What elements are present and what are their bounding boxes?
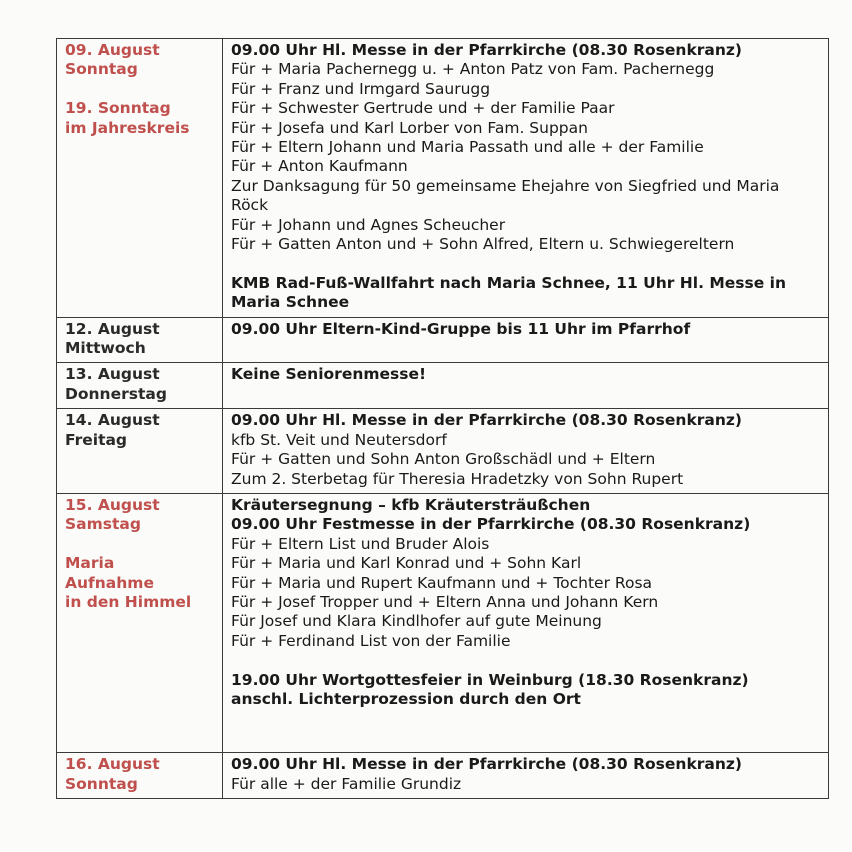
- mass-intention: Für + Franz und Irmgard Saurugg: [231, 79, 491, 98]
- mass-intention: Für + Ferdinand List von der Familie: [231, 631, 511, 650]
- mass-intention: Für + Josefa und Karl Lorber von Fam. Suppan: [231, 118, 588, 137]
- event-heading: Keine Seniorenmesse!: [231, 365, 427, 384]
- mass-intention: Für + Eltern Johann und Maria Passath und alle + der Familie: [231, 138, 704, 157]
- parish-schedule-table: [56, 38, 829, 799]
- spacer: [231, 385, 820, 404]
- mass-intention: kfb St. Veit und Neutersdorf: [231, 430, 447, 449]
- content-cell: [223, 317, 829, 363]
- mass-intention: Für + Josef Tropper und + Eltern Anna und Johann Kern: [231, 592, 659, 611]
- mass-intention: Für + Maria und Karl Konrad und + Sohn Karl: [231, 554, 582, 573]
- mass-intention: Für + Maria Pachernegg u. + Anton Patz von Fam. Pachernegg: [231, 60, 715, 79]
- event-heading: Kräutersegnung – kfb Kräutersträußchen: [231, 495, 591, 514]
- event-heading: KMB Rad-Fuß-Wallfahrt nach Maria Schnee, 11 Uhr Hl. Messe in: [231, 273, 787, 292]
- mass-intention: Für + Anton Kaufmann: [231, 157, 408, 176]
- entry-weekday: Sonntag: [65, 60, 138, 79]
- spacer: [65, 535, 214, 554]
- entry-date: 14. August: [65, 411, 160, 430]
- spacer: [231, 729, 820, 748]
- schedule-row: [57, 39, 829, 318]
- schedule-row: [57, 317, 829, 363]
- event-heading: 09.00 Uhr Festmesse in der Pfarrkirche (08.30 Rosenkranz): [231, 515, 751, 534]
- event-heading: 19.00 Uhr Wortgottesfeier in Weinburg (18.30 Rosenkranz): [231, 670, 749, 689]
- event-heading: Maria Schnee: [231, 293, 350, 312]
- schedule-row: [57, 363, 829, 409]
- mass-intention: Zum 2. Sterbetag für Theresia Hradetzky von Sohn Rupert: [231, 469, 684, 488]
- mass-intention: Für + Schwester Gertrude und + der Familie Paar: [231, 99, 615, 118]
- schedule-row: [57, 493, 829, 752]
- spacer: [231, 709, 820, 728]
- feast-label: Maria: [65, 554, 115, 573]
- content-cell: [223, 409, 829, 494]
- content-cell: [223, 39, 829, 318]
- mass-intention: Zur Danksagung für 50 gemeinsame Ehejahre von Siegfried und Maria: [231, 176, 780, 195]
- entry-weekday: Mittwoch: [65, 339, 146, 358]
- content-cell: [223, 493, 829, 752]
- content-cell: [223, 753, 829, 799]
- date-cell: [57, 493, 223, 752]
- spacer: [231, 339, 820, 358]
- mass-intention: Für + Gatten Anton und + Sohn Alfred, Eltern u. Schwiegereltern: [231, 235, 735, 254]
- feast-label: Aufnahme: [65, 573, 154, 592]
- mass-intention: Für alle + der Familie Grundiz: [231, 774, 462, 793]
- mass-intention: Für + Gatten und Sohn Anton Großschädl und + Eltern: [231, 450, 656, 469]
- event-heading: anschl. Lichterprozession durch den Ort: [231, 689, 581, 708]
- date-cell: [57, 363, 223, 409]
- mass-intention: Für + Johann und Agnes Scheucher: [231, 215, 506, 234]
- schedule-row: [57, 753, 829, 799]
- entry-date: 16. August: [65, 755, 160, 774]
- event-heading: 09.00 Uhr Eltern-Kind-Gruppe bis 11 Uhr im Pfarrhof: [231, 319, 691, 338]
- entry-date: 15. August: [65, 495, 160, 514]
- feast-label: im Jahreskreis: [65, 118, 190, 137]
- entry-date: 09. August: [65, 41, 160, 59]
- date-cell: [57, 753, 223, 799]
- mass-intention: Für Josef und Klara Kindlhofer auf gute Meinung: [231, 612, 602, 631]
- date-cell: [57, 39, 223, 318]
- mass-intention: Für + Eltern List und Bruder Alois: [231, 534, 490, 553]
- entry-weekday: Freitag: [65, 430, 128, 449]
- event-heading: 09.00 Uhr Hl. Messe in der Pfarrkirche (08.30 Rosenkranz): [231, 755, 743, 774]
- schedule-row: [57, 409, 829, 494]
- spacer: [231, 254, 820, 273]
- entry-weekday: Samstag: [65, 515, 141, 534]
- event-heading: 09.00 Uhr Hl. Messe in der Pfarrkirche (08.30 Rosenkranz): [231, 41, 743, 59]
- date-cell: [57, 317, 223, 363]
- entry-date: 13. August: [65, 365, 160, 384]
- date-cell: [57, 409, 223, 494]
- entry-weekday: Donnerstag: [65, 384, 167, 403]
- mass-intention: Röck: [231, 196, 269, 215]
- mass-intention: Für + Maria und Rupert Kaufmann und + Tochter Rosa: [231, 573, 653, 592]
- feast-label: in den Himmel: [65, 592, 192, 611]
- feast-label: 19. Sonntag: [65, 99, 171, 118]
- spacer: [65, 80, 214, 99]
- entry-date: 12. August: [65, 319, 160, 338]
- spacer: [231, 651, 820, 670]
- content-cell: [223, 363, 829, 409]
- entry-weekday: Sonntag: [65, 774, 138, 793]
- event-heading: 09.00 Uhr Hl. Messe in der Pfarrkirche (08.30 Rosenkranz): [231, 411, 743, 430]
